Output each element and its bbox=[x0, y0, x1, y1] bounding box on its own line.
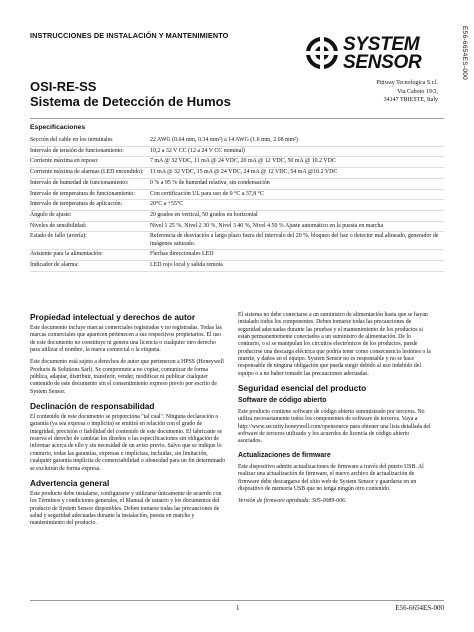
brand-logo bbox=[305, 33, 435, 73]
page-number: 1 bbox=[236, 604, 240, 612]
spec-row bbox=[30, 136, 444, 147]
logo-text-sensor: SENSOR bbox=[343, 52, 422, 73]
right-column bbox=[238, 312, 434, 511]
spec-value: 22 AWG (0.64 mm, 0.34 mm²) a 14 AWG (1.6 mm, 2.08 mm²) bbox=[150, 137, 298, 143]
spec-row bbox=[30, 261, 444, 272]
spec-label: Indicador de alarma: bbox=[30, 261, 79, 268]
document-type-heading: INSTRUCCIONES DE INSTALACIÓN Y MANTENIMIENTO bbox=[30, 31, 229, 40]
footer-divider bbox=[30, 600, 444, 601]
section-subheading-open-source: Software de código abierto bbox=[238, 397, 327, 405]
address-line-2: Via Caboto 19/3, bbox=[397, 88, 438, 95]
spec-label: Estado de fallo (avería): bbox=[30, 233, 87, 240]
left-column bbox=[30, 312, 226, 533]
spec-row bbox=[30, 179, 444, 190]
spec-label: Corriente máxima en reposo: bbox=[30, 158, 99, 165]
section-subheading-firmware: Actualizaciones de firmware bbox=[238, 451, 331, 459]
spec-label: Niveles de sensibilidad: bbox=[30, 222, 87, 229]
paragraph: Este documento está sujeto a derechos de autor que pertenecen a HPSS (Honeywell Products & Solutions Sarl). Se compromete a no copiar, comunicar de forma pública, adaptar, distribuir, transferir, vender, modificar ni publicar cualquier contenido de este documento sin el consentimiento expreso previo por escrito de System Sensor. bbox=[30, 359, 224, 395]
manufacturer-address bbox=[345, 79, 438, 105]
paragraph: Este documento incluye marcas comerciales registradas y no registradas. Todas las marcas comerciales que aparecen pertenecen a sus respectivos propietarios. El uso de este documento no constituye ni genera una licencia o cualquier otro derecho para utilizar el nombre, la marca comercial o la etiqueta. bbox=[30, 325, 222, 354]
spec-row bbox=[30, 232, 444, 250]
section-heading-product-safety: Seguridad esencial del producto bbox=[238, 383, 367, 394]
spec-value: 20°C a +55°C bbox=[150, 201, 184, 208]
address-line-1: Pittway Tecnologica S.r.l. bbox=[376, 80, 438, 86]
spec-value: Nivel 1 25 %, Nivel 2 30 %, Nivel 3 40 %, Nivel 4 50 % Ajuste automático en la puesta en marcha bbox=[150, 222, 384, 229]
divider bbox=[30, 118, 444, 119]
spec-value: 0 % a 95 % de humedad relativa, sin condensación bbox=[150, 179, 270, 186]
spec-row bbox=[30, 222, 444, 233]
spec-row bbox=[30, 250, 444, 261]
spec-label: Intervalo de tensión de funcionamiento: bbox=[30, 147, 124, 154]
paragraph: Este dispositivo admite actualizaciones de firmware a través del puerto USB. Al realizar una actualización de firmware, el nuevo archivo de actualización de firmware debe descargarse del sitio web de System Sensor y guardarse en un dispositivo de memoria USB que no tenga ningún otro contenido. bbox=[238, 463, 424, 492]
spec-label: Intervalo de temperatura de aplicación: bbox=[30, 201, 123, 208]
logo-text-system: SYSTEM bbox=[343, 34, 420, 55]
paragraph: El sistema no debe conectarse a un suministro de alimentación hasta que se hayan instalado todos los componentes. Deben tomarse todas las precauciones de seguridad adecuadas durante las pruebas y el mantenimiento de los productos si están permanentemente conectados a un suministro de alimentación. De lo contrario, o si se manipulan los circuitos electrónicos de los productos, puede producirse una descarga eléctrica que podría tener como consecuencia lesiones o la muerte, y daños en el equipo. System Sensor no es responsable y no se hace responsable de ninguna obligación que pueda surgir debido al uso indebido del equipo o a no haber tomado las precauciones adecuadas. bbox=[238, 312, 431, 377]
spec-label: Intervalo de humedad de funcionamiento: bbox=[30, 179, 129, 186]
firmware-version-note: Versión de firmware aprobada: S05-0089-006. bbox=[238, 498, 347, 505]
spec-row bbox=[30, 200, 444, 211]
paragraph: Este producto debe instalarse, configurarse y utilizarse únicamente de acuerdo con los Términos y condiciones generales, el Manual de usuario y los documentos del producto de System Sensor disponibles. Deben tomarse todas las precauciones de salud y seguridad adecuadas durante la instalación, puesta en marcha y mantenimiento del producto. bbox=[30, 490, 222, 527]
section-heading-disclaimer: Declinación de responsabilidad bbox=[30, 401, 155, 412]
system-sensor-logo-icon bbox=[305, 35, 343, 71]
spec-label: Sección del cable en los terminales bbox=[30, 137, 113, 143]
spec-row bbox=[30, 211, 444, 222]
specs-heading: Especificaciones bbox=[30, 124, 86, 131]
paragraph: Este producto contiene software de código abierto suministrado por terceros. No utiliza necesariamente todos los componentes de software de terceros. Vaya a http://www.security.honeywell.com/opensource para obtener una lista detallada del software de terceros utilizado y los acuerdos de licencia de código abierto asociados. bbox=[238, 409, 431, 445]
paragraph: El contenido de este documento se proporciona "tal cual". Ninguna declaración o garantía (ya sea expresa o implícita) se emitirá en relación con el grado de integridad, precisión o fiabilidad del contenido de este documento. El fabricante se reserva el derecho de cambiar los diseños o las especificaciones sin obligación de informar acerca de ello y sin necesidad de un aviso previo. Salvo que se indique lo contrario, todas las garantías, expresas o implícitas, incluidas, sin limitación, cualquier garantía implícita de comerciabilidad o idoneidad para un fin determinado se excluirán de forma expresa. bbox=[30, 414, 226, 472]
spec-row bbox=[30, 147, 444, 158]
spec-value: Referencia de desviación a largo plazo fuera del intervalo del 20 %, bloqueo del haz o detector mal alineado, generador de imágenes saturado. bbox=[150, 233, 439, 247]
spec-row bbox=[30, 157, 444, 168]
section-heading-general-warning: Advertencia general bbox=[30, 477, 110, 488]
spec-value: Flechas direccionales LED bbox=[150, 251, 214, 258]
spec-label: Corriente máxima de alarmas (LED encendido): bbox=[30, 169, 144, 176]
product-title: Sistema de Detección de Humos bbox=[30, 94, 231, 109]
product-code: OSI-RE-SS bbox=[30, 79, 97, 94]
section-heading-copyright: Propiedad intelectual y derechos de autor bbox=[30, 312, 196, 322]
specs-table bbox=[30, 136, 444, 272]
spec-value: LED rojo local y salida remota bbox=[150, 261, 223, 268]
spec-label: Ángulo de ajuste: bbox=[30, 211, 72, 218]
spec-label: Asistente para la alimentación: bbox=[30, 251, 103, 258]
footer-document-code: E56-6654ES-000 bbox=[395, 604, 444, 612]
spec-row bbox=[30, 168, 444, 179]
address-line-3: 34147 TRIESTE, Italy bbox=[383, 97, 438, 103]
spec-value: Con certificación UL para uso de 0 °C a 37,8 °C bbox=[150, 190, 264, 197]
spec-value: 7 mA @ 32 VDC, 11 mA @ 24 VDC, 20 mA @ 12 VDC, 50 mA @ 10.2 VDC bbox=[150, 158, 336, 165]
spec-value: 10,2 a 32 V CC (12 a 24 V CC nominal) bbox=[150, 147, 245, 154]
spec-row bbox=[30, 190, 444, 201]
spec-label: Intervalo de temperatura de funcionamiento: bbox=[30, 190, 136, 197]
side-document-code: E56-6654ES-000 bbox=[461, 26, 468, 81]
spec-value: 20 grados en vertical, 50 grados en horizontal bbox=[150, 211, 258, 218]
spec-value: 11 mA @ 32 VDC, 15 mA @ 24 VDC, 24 mA @ 12 VDC, 54 mA @10.2 VDC bbox=[150, 169, 338, 176]
